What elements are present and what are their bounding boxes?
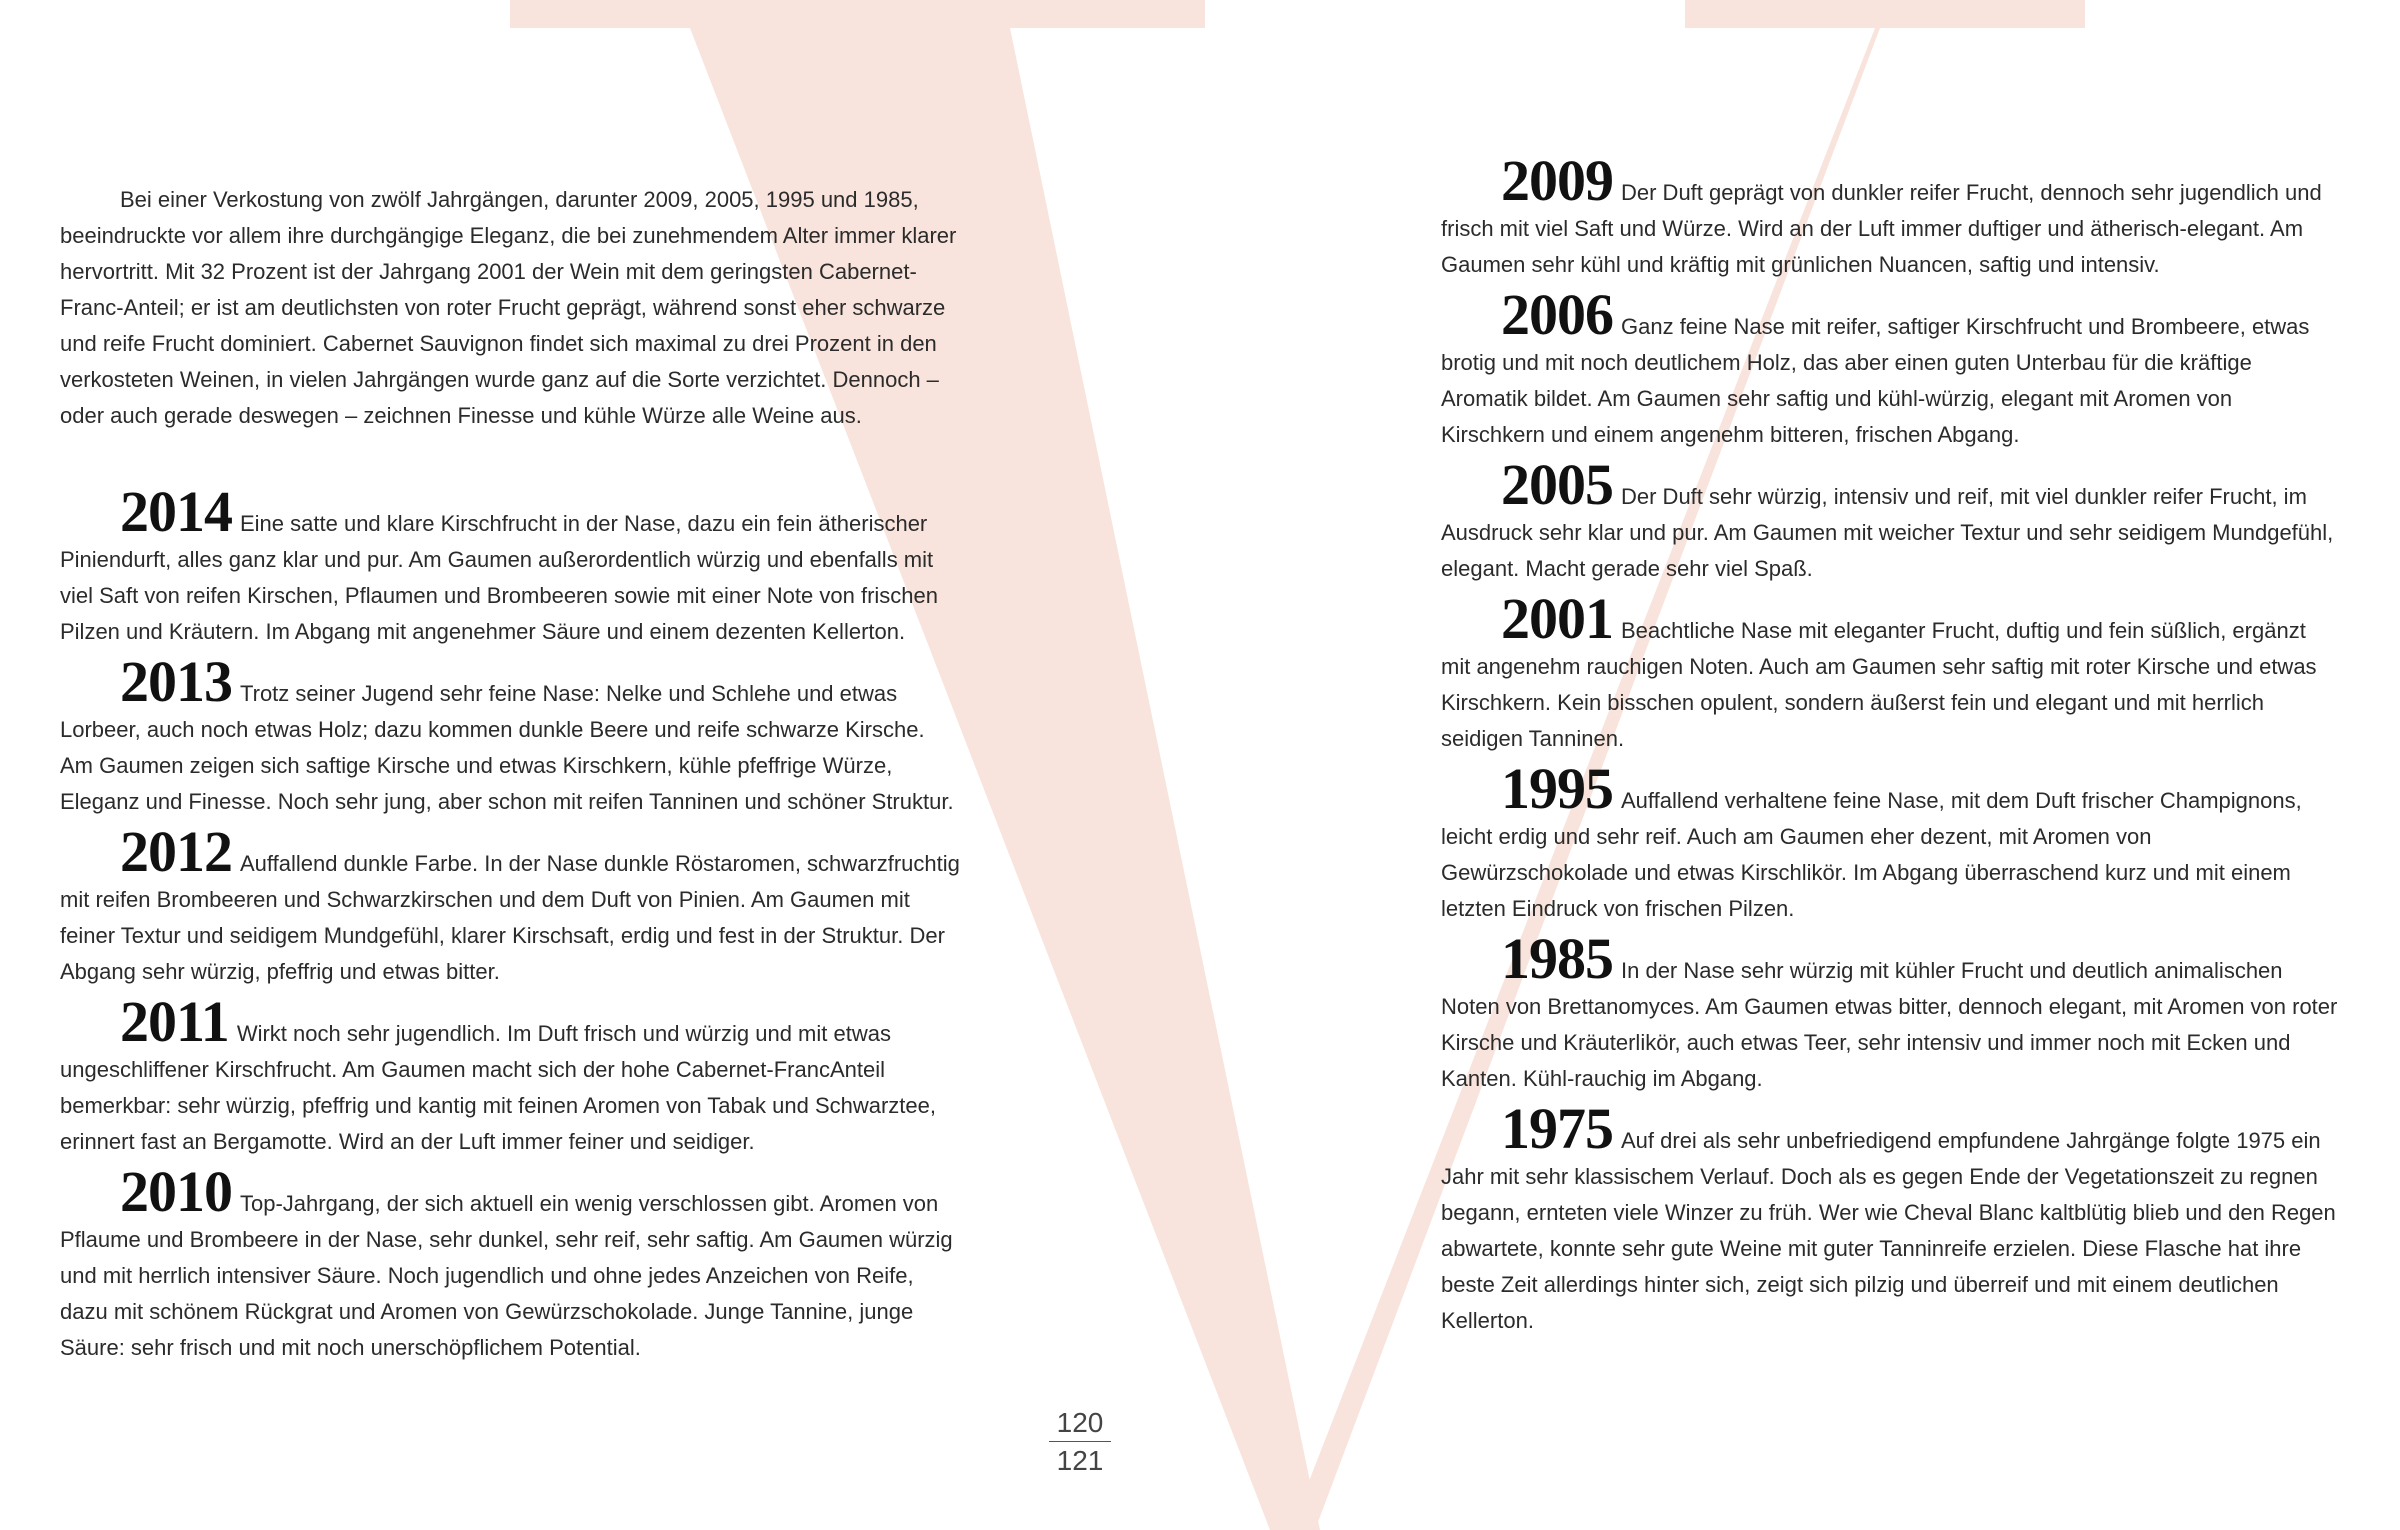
- vintage-entry: [1441, 756, 2341, 927]
- vintage-year: 1975: [1501, 1096, 1613, 1161]
- left-page: [60, 182, 960, 1380]
- vintage-description: Auf drei als sehr unbefriedigend empfundene Jahrgänge folgte 1975 ein Jahr mit sehr klassischem Verlauf. Doch als es gegen Ende der Vegetationszeit zu regnen begann, ernteten viele Winzer zu früh. Wer wie Cheval Blanc kaltblütig blieb und den Regen abwartete, konnte sehr gute Weine mit guter Tanninreife erzielen. Diese Flasche hat ihre beste Zeit allerdings hinter sich, zeigt sich pilzig und überreif und mit einem deutlichen Kellerton.: [1441, 1128, 2336, 1333]
- vintage-entry: [60, 1159, 960, 1366]
- vintage-year: 2011: [120, 989, 229, 1054]
- vintage-year: 2012: [120, 819, 232, 884]
- vintage-description: Top-Jahrgang, der sich aktuell ein wenig verschlossen gibt. Aromen von Pflaume und Brombeere in der Nase, sehr dunkel, sehr reif, sehr saftig. Am Gaumen würzig und mit herrlich intensiver Säure. Noch jugendlich und ohne jedes Anzeichen von Reife, dazu mit schönem Rückgrat und Aromen von Gewürzschokolade. Junge Tannine, junge Säure: sehr frisch und mit noch unerschöpflichem Potential.: [60, 1191, 953, 1360]
- vintage-entry: [60, 989, 960, 1160]
- vintage-entry: [1441, 586, 2341, 757]
- vintage-description: Ganz feine Nase mit reifer, saftiger Kirschfrucht und Brombeere, etwas brotig und mit noch deutlichem Holz, das aber einen guten Unterbau für die kräftige Aromatik bildet. Am Gaumen sehr saftig und kühl-würzig, elegant mit Aromen von Kirschkern und einem angenehm bitteren, frischen Abgang.: [1441, 314, 2310, 447]
- page-number-right: 121: [1056, 1445, 1104, 1476]
- vintage-year: 2005: [1501, 452, 1613, 517]
- vintage-year: 1985: [1501, 926, 1613, 991]
- vintage-description: Der Duft geprägt von dunkler reifer Frucht, dennoch sehr jugendlich und frisch mit viel Saft und Würze. Wird an der Luft immer duftiger und ätherisch-elegant. Am Gaumen sehr kühl und kräftig mit grünlichen Nuancen, saftig und intensiv.: [1441, 180, 2322, 277]
- vintage-description: Trotz seiner Jugend sehr feine Nase: Nelke und Schlehe und etwas Lorbeer, auch noch etwas Holz; dazu kommen dunkle Beere und reife schwarze Kirsche. Am Gaumen zeigen sich saftige Kirsche und etwas Kirschkern, kühle pfeffrige Würze, Eleganz und Finesse. Noch sehr jung, aber schon mit reifen Tanninen und schöner Struktur.: [60, 681, 954, 814]
- vintage-entry: [60, 649, 960, 820]
- vintage-description: Auffallend dunkle Farbe. In der Nase dunkle Röstaromen, schwarzfruchtig mit reifen Brombeeren und Schwarzkirschen und dem Duft von Pinien. Am Gaumen mit feiner Textur und seidigem Mundgefühl, klarer Kirschsaft, erdig und fest in der Struktur. Der Abgang sehr würzig, pfeffrig und etwas bitter.: [60, 851, 960, 984]
- vintage-list-right: [1441, 148, 2341, 1339]
- vintage-year: 2010: [120, 1159, 232, 1224]
- vintage-entry: [60, 819, 960, 990]
- vintage-year: 1995: [1501, 756, 1613, 821]
- vintage-entry: [1441, 926, 2341, 1097]
- right-page: [1441, 148, 2341, 1353]
- vintage-entry: [1441, 282, 2341, 453]
- vintage-entry: [60, 479, 960, 650]
- vintage-year: 2006: [1501, 282, 1613, 347]
- vintage-description: Eine satte und klare Kirschfrucht in der Nase, dazu ein fein ätherischer Piniendurft, alles ganz klar und pur. Am Gaumen außerordentlich würzig und ebenfalls mit viel Saft von reifen Kirschen, Pflaumen und Brombeeren sowie mit einer Note von frischen Pilzen und Kräutern. Im Abgang mit angenehmer Säure und einem dezenten Kellerton.: [60, 511, 938, 644]
- vintage-description: Der Duft sehr würzig, intensiv und reif, mit viel dunkler reifer Frucht, im Ausdruck sehr klar und pur. Am Gaumen mit weicher Textur und sehr seidigem Mundgefühl, elegant. Macht gerade sehr viel Spaß.: [1441, 484, 2334, 581]
- vintage-entry: [1441, 452, 2341, 587]
- vintage-description: Auffallend verhaltene feine Nase, mit dem Duft frischer Champignons, leicht erdig und sehr reif. Auch am Gaumen eher dezent, mit Aromen von Gewürzschokolade und etwas Kirschlikör. Im Abgang überraschend kurz und mit einem letzten Eindruck von frischen Pilzen.: [1441, 788, 2302, 921]
- intro-paragraph: Bei einer Verkostung von zwölf Jahrgängen, darunter 2009, 2005, 1995 und 1985, beeindruckte vor allem ihre durchgängige Eleganz, die bei zunehmendem Alter immer klarer hervortritt. Mit 32 Prozent ist der Jahrgang 2001 der Wein mit dem geringsten Cabernet-Franc-Anteil; er ist am deutlichsten von roter Frucht geprägt, während sonst eher schwarze und reife Frucht dominiert. Cabernet Sauvignon findet sich maximal zu drei Prozent in den verkosteten Weinen, in vielen Jahrgängen wurde ganz auf die Sorte verzichtet. Dennoch – oder auch gerade deswegen – zeichnen Finesse und kühle Würze alle Weine aus.: [60, 187, 957, 428]
- page-numbers: [1045, 1405, 1115, 1478]
- vintage-entry: [1441, 148, 2341, 283]
- vintage-year: 2009: [1501, 148, 1613, 213]
- vintage-year: 2001: [1501, 586, 1613, 651]
- vintage-description: In der Nase sehr würzig mit kühler Frucht und deutlich animalischen Noten von Brettanomyces. Am Gaumen etwas bitter, dennoch elegant, mit Aromen von roter Kirsche und Kräuterlikör, auch etwas Teer, sehr intensiv und immer noch mit Ecken und Kanten. Kühl-rauchig im Abgang.: [1441, 958, 2338, 1091]
- vintage-list-left: [60, 479, 960, 1366]
- vintage-entry: [1441, 1096, 2341, 1339]
- page-number-divider: [1049, 1441, 1111, 1442]
- vintage-description: Wirkt noch sehr jugendlich. Im Duft frisch und würzig und mit etwas ungeschliffener Kirschfrucht. Am Gaumen macht sich der hohe Cabernet-FrancAnteil bemerkbar: sehr würzig, pfeffrig und kantig mit feinen Aromen von Tabak und Schwarztee, erinnert fast an Bergamotte. Wird an der Luft immer feiner und seidiger.: [60, 1021, 936, 1154]
- vintage-year: 2013: [120, 649, 232, 714]
- page-number-left: 120: [1056, 1407, 1104, 1438]
- vintage-description: Beachtliche Nase mit eleganter Frucht, duftig und fein süßlich, ergänzt mit angenehm rauchigen Noten. Auch am Gaumen sehr saftig mit roter Kirsche und etwas Kirschkern. Kein bisschen opulent, sondern äußerst fein und elegant und mit herrlich seidigen Tanninen.: [1441, 618, 2317, 751]
- vintage-year: 2014: [120, 479, 232, 544]
